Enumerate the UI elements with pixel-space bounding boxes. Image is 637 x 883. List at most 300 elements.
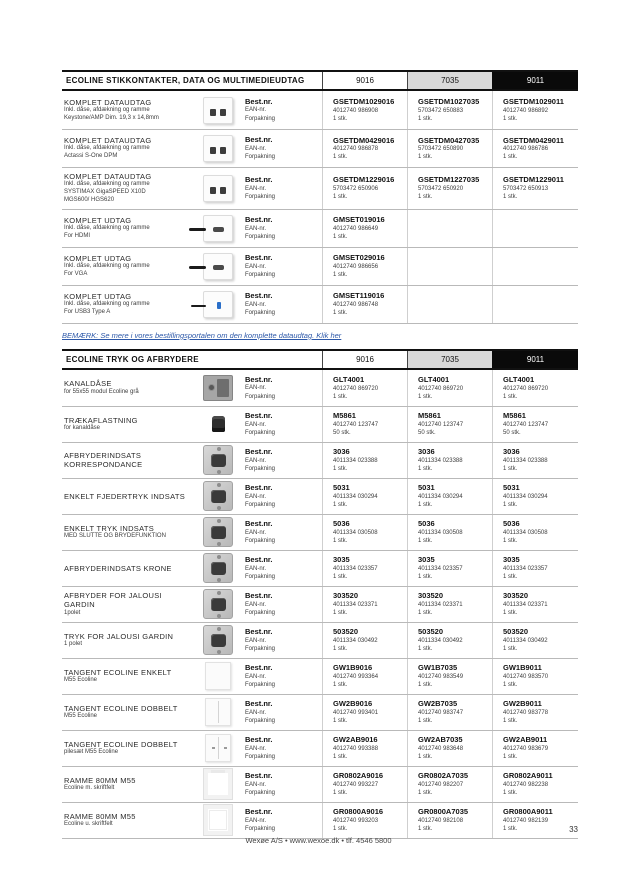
forpakning-label: Forpakning xyxy=(245,538,276,545)
ean-number: 4012740 123747 xyxy=(333,422,379,429)
variant-cell-7035 xyxy=(407,370,492,406)
product-name: TRYK FOR JALOUSI GARDIN xyxy=(64,631,174,641)
pack-quantity: 1 stk. xyxy=(418,538,433,545)
product-row xyxy=(62,766,578,802)
product-image-cell xyxy=(195,517,241,547)
order-code: GW2B9016 xyxy=(333,699,373,709)
product-name: AFBRYDERINDSATS KRONE xyxy=(64,563,172,573)
pack-quantity: 1 stk. xyxy=(503,502,518,509)
field-labels xyxy=(241,735,322,762)
pack-quantity: 1 stk. xyxy=(333,234,348,241)
ean-number: 4011334 030508 xyxy=(503,530,548,537)
forpakning-label: Forpakning xyxy=(245,272,276,279)
product-row xyxy=(62,802,578,838)
pack-quantity: 1 stk. xyxy=(418,754,433,761)
ean-number: 4012740 869720 xyxy=(333,385,379,392)
product-table xyxy=(62,70,578,324)
variant-cell-9016 xyxy=(322,248,407,285)
pack-quantity: 1 stk. xyxy=(503,682,518,689)
variant-cell-9011 xyxy=(492,479,578,514)
ean-number: 5703472 650883 xyxy=(418,107,464,114)
variant-cell-9016 xyxy=(322,803,407,838)
product-image-cell xyxy=(195,589,241,619)
product-description-cell xyxy=(62,587,195,622)
product-description-cell xyxy=(62,250,195,283)
order-code: GSETDM1229016 xyxy=(333,175,395,185)
pack-quantity: 1 stk. xyxy=(333,310,348,317)
ean-number: 4012740 123747 xyxy=(418,422,464,429)
variant-cell-9011 xyxy=(492,443,578,478)
product-row xyxy=(62,129,578,167)
pack-quantity: 1 stk. xyxy=(503,538,518,545)
switch-insert-icon xyxy=(203,553,233,583)
product-image-cell xyxy=(195,662,241,690)
order-code: GW2B7035 xyxy=(418,699,458,709)
ean-number: 4011334 030294 xyxy=(418,494,463,501)
product-row xyxy=(62,622,578,658)
order-code: GR0802A9016 xyxy=(333,771,384,781)
ean-number: 4011334 030492 xyxy=(333,638,378,645)
product-subtext: Inkl. dåse, afdækning og ramme xyxy=(64,106,150,113)
product-description-cell xyxy=(62,808,195,833)
ean-nr-label: EAN-nr. xyxy=(245,637,267,644)
variant-cell-7035 xyxy=(407,130,492,167)
ean-number: 4011334 030294 xyxy=(333,494,378,501)
order-code: GR0800A9011 xyxy=(503,807,553,817)
variant-cell-9011 xyxy=(492,551,578,586)
forpakning-label: Forpakning xyxy=(245,466,276,473)
best-nr-label: Best.nr. xyxy=(245,519,273,528)
forpakning-label: Forpakning xyxy=(245,682,276,689)
product-row xyxy=(62,406,578,442)
ean-number: 4012740 983679 xyxy=(503,746,549,753)
product-description-cell xyxy=(62,288,195,321)
switch-insert-icon xyxy=(203,445,233,475)
product-image-cell xyxy=(195,553,241,583)
product-description-cell xyxy=(62,736,195,761)
pack-quantity: 1 stk. xyxy=(333,393,348,400)
pack-quantity: 1 stk. xyxy=(503,115,518,122)
product-description-cell xyxy=(62,447,195,474)
ean-number: 4011334 023357 xyxy=(503,566,548,573)
ean-nr-label: EAN-nr. xyxy=(245,817,267,824)
pack-quantity: 1 stk. xyxy=(503,574,518,581)
order-code: 503520 xyxy=(418,627,444,637)
product-image-cell xyxy=(195,175,241,202)
product-description-cell xyxy=(62,168,195,209)
product-row xyxy=(62,247,578,285)
ean-number: 4012740 993401 xyxy=(333,710,379,717)
order-code: M5861 xyxy=(418,411,441,421)
order-code: GLT4001 xyxy=(333,374,365,384)
variant-cell-9011 xyxy=(492,91,578,129)
order-code: 503520 xyxy=(503,627,529,637)
order-code: GR0802A7035 xyxy=(418,771,469,781)
ean-nr-label: EAN-nr. xyxy=(245,301,267,308)
variant-cell-7035 xyxy=(407,479,492,514)
field-labels xyxy=(241,175,322,202)
product-row xyxy=(62,586,578,622)
product-name: KOMPLET DATAUDTAG xyxy=(64,172,152,181)
product-name: TANGENT ECOLINE DOBBELT xyxy=(64,739,178,749)
ean-nr-label: EAN-nr. xyxy=(245,385,267,392)
pack-quantity: 1 stk. xyxy=(418,574,433,581)
product-subtext: MGS600/ HGS620 xyxy=(64,196,115,203)
order-code: GSETDM1227035 xyxy=(418,175,480,185)
variant-cell-7035 xyxy=(407,731,492,766)
ean-number: 4011334 030492 xyxy=(418,638,463,645)
ean-number: 5703472 650913 xyxy=(503,186,549,193)
product-subtext: for 55x55 modul Ecoline grå xyxy=(64,388,139,395)
product-description-cell xyxy=(62,664,195,689)
ean-nr-label: EAN-nr. xyxy=(245,263,267,270)
product-image-cell xyxy=(195,769,241,799)
ean-number: 4011334 030508 xyxy=(333,530,378,537)
variant-cell-9016 xyxy=(322,731,407,766)
product-description-cell xyxy=(62,700,195,725)
product-table xyxy=(62,349,578,839)
order-code: GW1B7035 xyxy=(418,663,458,673)
ean-nr-label: EAN-nr. xyxy=(245,673,267,680)
pack-quantity: 1 stk. xyxy=(503,718,518,725)
best-nr-label: Best.nr. xyxy=(245,96,273,106)
order-code: GSETDM0429016 xyxy=(333,135,395,145)
product-name: AFBRYDER FOR JALOUSI GARDIN xyxy=(64,590,162,610)
product-subtext: Inkl. dåse, afdækning og ramme xyxy=(64,301,150,308)
ean-number: 4012740 983778 xyxy=(503,710,549,717)
pack-quantity: 1 stk. xyxy=(418,115,433,122)
forpakning-label: Forpakning xyxy=(245,234,276,241)
pack-quantity: 1 stk. xyxy=(503,393,518,400)
pack-quantity: 50 stk. xyxy=(418,430,436,437)
pack-quantity: 1 stk. xyxy=(333,754,348,761)
pack-quantity: 1 stk. xyxy=(418,826,433,833)
order-code: GR0800A9016 xyxy=(333,807,384,817)
ean-number: 4011334 023388 xyxy=(333,458,378,465)
product-image-cell xyxy=(195,805,241,835)
note-link[interactable]: BEMÆRK: Se mere i vores bestillingsportalen om den komplette dataudtag. Klik her xyxy=(62,330,342,340)
ean-nr-label: EAN-nr. xyxy=(245,601,267,608)
order-code: GW2AB7035 xyxy=(418,735,463,745)
product-image-cell xyxy=(195,215,241,242)
best-nr-label: Best.nr. xyxy=(245,627,273,636)
field-labels xyxy=(241,411,322,438)
variant-cell-9016 xyxy=(322,659,407,694)
order-code: GW2B9011 xyxy=(503,699,542,709)
variant-cell-9011 xyxy=(492,210,578,247)
pack-quantity: 1 stk. xyxy=(503,610,518,617)
product-name: KANALDÅSE xyxy=(64,379,112,389)
field-labels xyxy=(241,483,322,510)
pack-quantity: 1 stk. xyxy=(503,194,518,201)
pack-quantity: 1 stk. xyxy=(333,272,348,279)
ean-nr-label: EAN-nr. xyxy=(245,185,267,192)
ean-number: 4011334 030508 xyxy=(418,530,463,537)
best-nr-label: Best.nr. xyxy=(245,483,273,492)
table-body xyxy=(62,370,578,839)
pack-quantity: 50 stk. xyxy=(333,430,351,437)
best-nr-label: Best.nr. xyxy=(245,135,273,145)
variant-cell-7035 xyxy=(407,210,492,247)
ean-number: 4012740 993203 xyxy=(333,818,379,825)
product-row xyxy=(62,550,578,586)
order-code: 3035 xyxy=(333,555,350,565)
tangent-double-arrows-icon xyxy=(205,734,231,762)
table-tryk-afbrydere-section xyxy=(62,349,578,839)
product-image-cell xyxy=(195,445,241,475)
table-header-row xyxy=(62,70,578,91)
product-subtext: Ecoline m. skriftfelt xyxy=(64,785,115,792)
order-code: 3036 xyxy=(503,447,520,457)
switch-insert-icon xyxy=(203,625,233,655)
ean-nr-label: EAN-nr. xyxy=(245,107,267,114)
forpakning-label: Forpakning xyxy=(245,646,276,653)
ean-number: 4011334 023357 xyxy=(418,566,463,573)
variant-cell-9016 xyxy=(322,286,407,323)
order-code: 3035 xyxy=(503,555,520,565)
ean-number: 4011334 023388 xyxy=(503,458,548,465)
pack-quantity: 1 stk. xyxy=(333,154,348,161)
variant-cell-9016 xyxy=(322,623,407,658)
best-nr-label: Best.nr. xyxy=(245,374,273,384)
order-code: 503520 xyxy=(333,627,359,637)
order-code: M5861 xyxy=(503,411,526,421)
product-image-cell xyxy=(195,416,241,432)
product-subtext: For HDMI xyxy=(64,232,90,239)
product-description-cell xyxy=(62,628,195,653)
frame-plain-icon xyxy=(204,805,232,835)
strain-relief-clip-icon xyxy=(212,416,225,432)
field-labels xyxy=(241,135,322,162)
forpakning-label: Forpakning xyxy=(245,310,276,317)
forpakning-label: Forpakning xyxy=(245,610,276,617)
variant-cell-9016 xyxy=(322,91,407,129)
product-subtext: 1 polet xyxy=(64,641,83,648)
variant-cell-9016 xyxy=(322,130,407,167)
pack-quantity: 1 stk. xyxy=(503,154,518,161)
product-image-cell xyxy=(195,698,241,726)
order-code: 5031 xyxy=(333,483,350,493)
product-name: KOMPLET UDTAG xyxy=(64,253,132,263)
ean-nr-label: EAN-nr. xyxy=(245,529,267,536)
ean-number: 4012740 982108 xyxy=(418,818,464,825)
product-subtext: Inkl. dåse, afdækning og ramme xyxy=(64,181,150,188)
field-labels xyxy=(241,447,322,474)
forpakning-label: Forpakning xyxy=(245,115,276,122)
variant-cell-7035 xyxy=(407,623,492,658)
variant-cell-7035 xyxy=(407,803,492,838)
variant-cell-7035 xyxy=(407,443,492,478)
order-code: GSETDM0427035 xyxy=(418,135,480,145)
best-nr-label: Best.nr. xyxy=(245,735,273,744)
pack-quantity: 1 stk. xyxy=(418,610,433,617)
cable-outlet-icon xyxy=(203,215,233,242)
field-labels xyxy=(241,519,322,546)
product-subtext: M55 Ecoline xyxy=(64,713,98,720)
pack-quantity: 1 stk. xyxy=(418,790,433,797)
product-row xyxy=(62,91,578,129)
variant-cell-7035 xyxy=(407,767,492,802)
field-labels xyxy=(241,699,322,726)
forpakning-label: Forpakning xyxy=(245,790,276,797)
product-subtext: M55 Ecoline xyxy=(64,677,98,684)
order-code: GW2AB9016 xyxy=(333,735,378,745)
variant-cell-9011 xyxy=(492,767,578,802)
variant-cell-9016 xyxy=(322,587,407,622)
order-code: 5036 xyxy=(333,519,350,529)
order-code: GSETDM0429011 xyxy=(503,135,564,145)
ean-nr-label: EAN-nr. xyxy=(245,225,267,232)
product-subtext: 1polet xyxy=(64,609,81,616)
ean-nr-label: EAN-nr. xyxy=(245,565,267,572)
product-description-cell xyxy=(62,412,195,437)
pack-quantity: 1 stk. xyxy=(333,115,348,122)
variant-cell-9011 xyxy=(492,731,578,766)
order-code: GLT4001 xyxy=(418,374,450,384)
ean-number: 4011334 023371 xyxy=(503,602,548,609)
pack-quantity: 1 stk. xyxy=(333,790,348,797)
variant-cell-9011 xyxy=(492,803,578,838)
table-title: ECOLINE STIKKONTAKTER, DATA OG MULTIMEDIEUDTAG xyxy=(66,76,305,85)
pack-quantity: 50 stk. xyxy=(503,430,521,437)
variant-cell-9016 xyxy=(322,370,407,406)
product-description-cell xyxy=(62,132,195,165)
field-labels xyxy=(241,215,322,242)
forpakning-label: Forpakning xyxy=(245,574,276,581)
pack-quantity: 1 stk. xyxy=(418,646,433,653)
product-row xyxy=(62,694,578,730)
ean-number: 4012740 983648 xyxy=(418,746,464,753)
variant-cell-9016 xyxy=(322,443,407,478)
product-image-cell xyxy=(195,375,241,401)
product-subtext: For VGA xyxy=(64,270,88,277)
pack-quantity: 1 stk. xyxy=(503,826,518,833)
product-subtext: Actassi S-One DPM xyxy=(64,153,118,160)
table-stikkontakter-section xyxy=(62,70,578,324)
ean-number: 4012740 983549 xyxy=(418,674,464,681)
order-code: 303520 xyxy=(503,591,529,601)
ean-number: 4012740 986649 xyxy=(333,226,379,233)
variant-cell-7035 xyxy=(407,551,492,586)
variant-cell-9011 xyxy=(492,130,578,167)
pack-quantity: 1 stk. xyxy=(418,154,433,161)
column-header-7035: 7035 xyxy=(407,72,492,89)
variant-cell-9011 xyxy=(492,695,578,730)
variant-cell-7035 xyxy=(407,407,492,442)
ean-number: 4011334 023357 xyxy=(333,566,378,573)
ean-number: 4012740 869720 xyxy=(418,385,464,392)
ean-number: 5703472 650890 xyxy=(418,146,464,153)
ean-number: 4012740 993388 xyxy=(333,746,379,753)
variant-cell-9011 xyxy=(492,248,578,285)
pack-quantity: 1 stk. xyxy=(333,682,348,689)
variant-cell-9016 xyxy=(322,767,407,802)
frame-with-label-icon xyxy=(204,769,232,799)
product-subtext: MED SLUTTE OG BRYDEFUNKTION xyxy=(64,533,166,540)
product-name: KOMPLET DATAUDTAG xyxy=(64,97,152,107)
table-title: ECOLINE TRYK OG AFBRYDERE xyxy=(66,354,199,364)
ean-number: 4011334 030492 xyxy=(503,638,548,645)
product-subtext: Keystone/AMP Dim. 19,3 x 14,8mm xyxy=(64,114,159,121)
product-name: TANGENT ECOLINE DOBBELT xyxy=(64,703,178,713)
column-header-9011: 9011 xyxy=(492,72,578,89)
order-code: GMSET029016 xyxy=(333,253,385,263)
best-nr-label: Best.nr. xyxy=(245,807,273,816)
product-subtext: For USB3 Type A xyxy=(64,308,111,315)
forpakning-label: Forpakning xyxy=(245,154,276,161)
product-name: TRÆKAFLASTNING xyxy=(64,415,138,425)
product-row xyxy=(62,167,578,209)
variant-cell-9016 xyxy=(322,695,407,730)
product-subtext: Inkl. dåse, afdækning og ramme xyxy=(64,263,150,270)
product-image-cell xyxy=(195,97,241,124)
pack-quantity: 1 stk. xyxy=(503,466,518,473)
ean-number: 4011334 023371 xyxy=(333,602,378,609)
product-name: ENKELT FJEDERTRYK INDSATS xyxy=(64,491,185,501)
ean-nr-label: EAN-nr. xyxy=(245,145,267,152)
ean-number: 4012740 983570 xyxy=(503,674,549,681)
variant-cell-9016 xyxy=(322,168,407,209)
junction-box-icon xyxy=(203,375,233,401)
product-subtext: Ecoline u. skriftfelt xyxy=(64,821,113,828)
order-code: GMSET119016 xyxy=(333,291,385,301)
product-row xyxy=(62,658,578,694)
data-outlet-icon xyxy=(203,97,233,124)
usb-outlet-icon xyxy=(203,291,233,318)
product-name: TANGENT ECOLINE ENKELT xyxy=(64,667,172,677)
ean-nr-label: EAN-nr. xyxy=(245,709,267,716)
column-header-7035: 7035 xyxy=(407,351,492,368)
field-labels xyxy=(241,627,322,654)
product-image-cell xyxy=(195,291,241,318)
variant-cell-7035 xyxy=(407,695,492,730)
variant-cell-7035 xyxy=(407,91,492,129)
pack-quantity: 1 stk. xyxy=(418,682,433,689)
field-labels xyxy=(241,591,322,618)
order-code: M5861 xyxy=(333,411,356,421)
field-labels xyxy=(241,663,322,690)
field-labels xyxy=(241,771,322,798)
table-body xyxy=(62,91,578,324)
data-outlet-icon xyxy=(203,135,233,162)
ean-nr-label: EAN-nr. xyxy=(245,493,267,500)
best-nr-label: Best.nr. xyxy=(245,663,273,672)
product-row xyxy=(62,442,578,478)
product-description-cell xyxy=(62,375,195,400)
ean-number: 4012740 982238 xyxy=(503,782,549,789)
order-code: 5031 xyxy=(503,483,520,493)
order-code: 3036 xyxy=(333,447,350,457)
ean-number: 4011334 023371 xyxy=(418,602,463,609)
order-code: 5036 xyxy=(503,519,520,529)
order-code: GSETDM1029011 xyxy=(503,97,564,107)
product-description-cell xyxy=(62,94,195,127)
forpakning-label: Forpakning xyxy=(245,430,276,437)
product-image-cell xyxy=(195,625,241,655)
best-nr-label: Best.nr. xyxy=(245,253,273,262)
order-code: GSETDM1229011 xyxy=(503,175,564,185)
best-nr-label: Best.nr. xyxy=(245,699,273,708)
ean-number: 4012740 986656 xyxy=(333,264,379,271)
variant-cell-9016 xyxy=(322,210,407,247)
order-code: GW1B9016 xyxy=(333,663,373,673)
pack-quantity: 1 stk. xyxy=(333,646,348,653)
order-code: 5031 xyxy=(418,483,435,493)
pack-quantity: 1 stk. xyxy=(418,718,433,725)
ean-number: 4012740 993364 xyxy=(333,674,379,681)
field-labels xyxy=(241,375,322,402)
forpakning-label: Forpakning xyxy=(245,754,276,761)
